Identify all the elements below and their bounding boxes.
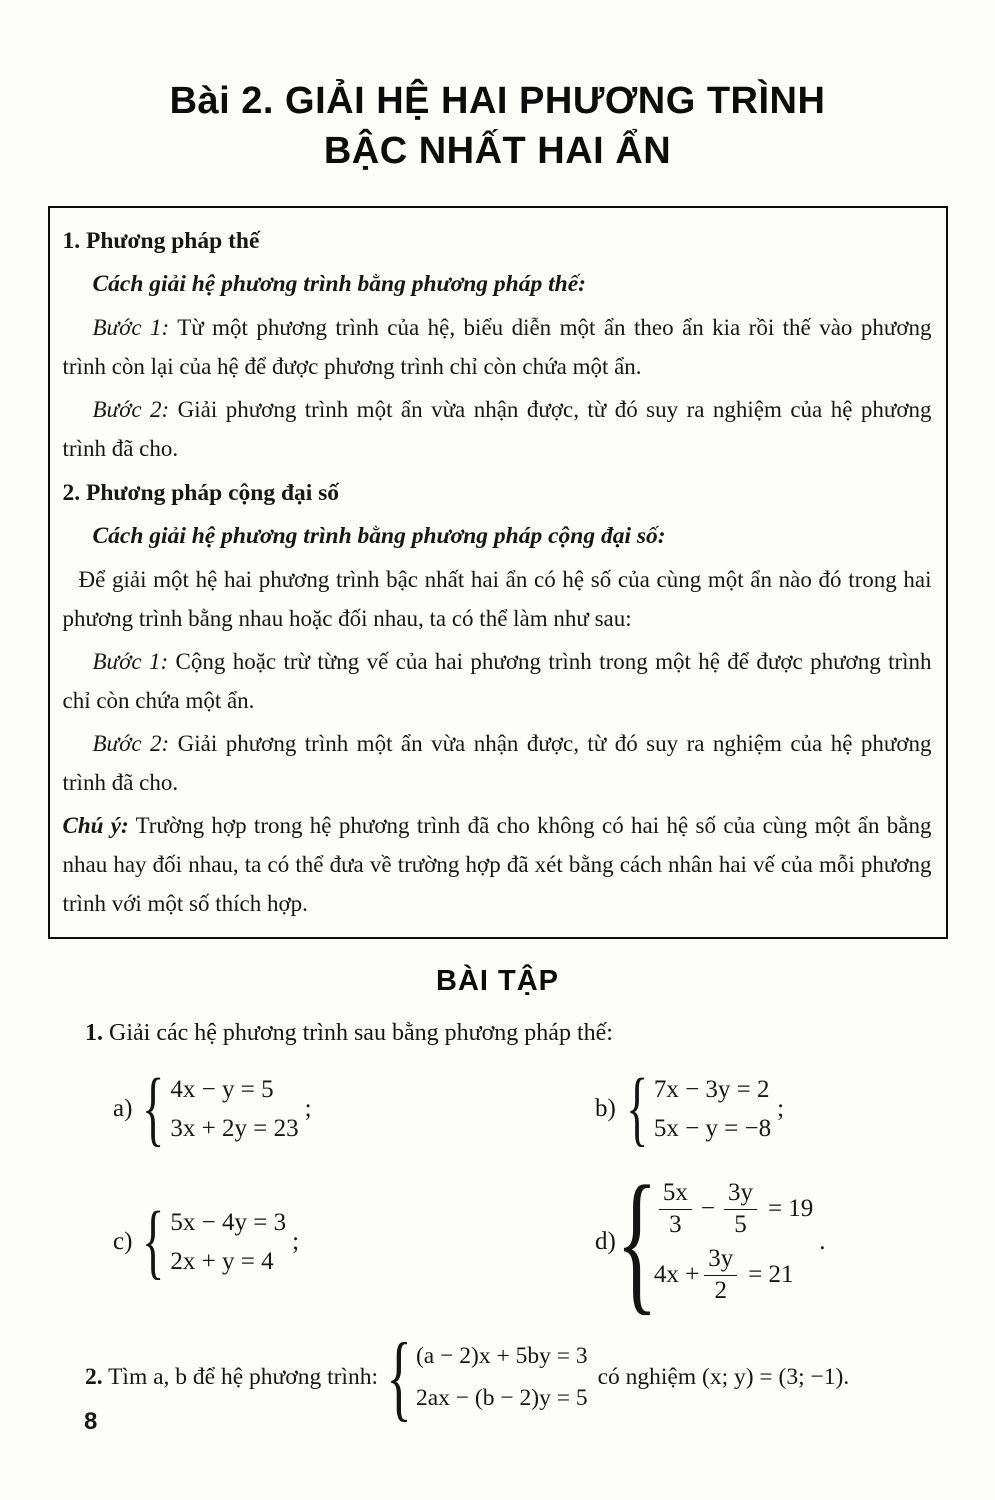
fraction bbox=[724, 1179, 757, 1240]
system-b bbox=[595, 1062, 785, 1156]
equation-lhs: 4x + bbox=[653, 1261, 700, 1289]
system-d-label: d) bbox=[595, 1228, 616, 1256]
section2-subheading: Cách giải hệ phương trình bằng phương pháp cộng đại số: bbox=[92, 523, 666, 550]
section1-subheading: Cách giải hệ phương trình bằng phương pháp thế: bbox=[92, 271, 586, 298]
system-d-column bbox=[595, 1154, 826, 1330]
problem1-number: 1. bbox=[85, 1020, 103, 1047]
page-title bbox=[0, 76, 995, 176]
fraction-numerator: 3y bbox=[724, 1179, 757, 1210]
equation-with-fractions bbox=[654, 1242, 813, 1308]
system-c bbox=[113, 1195, 300, 1289]
system-d-equations bbox=[654, 1176, 813, 1308]
step2-text: Giải phương trình một ẩn vừa nhận được, từ đó suy ra nghiệm của hệ phương trình đã cho. bbox=[62, 731, 932, 796]
minus-operator: − bbox=[700, 1195, 715, 1223]
problem1-lead bbox=[85, 1020, 995, 1047]
curly-brace-icon bbox=[142, 1062, 165, 1156]
curly-brace-glyph: { bbox=[625, 1062, 648, 1156]
fraction-numerator: 3y bbox=[704, 1245, 737, 1276]
section2-heading: 2. Phương pháp cộng đại số bbox=[62, 480, 340, 507]
problem1-text: Giải các hệ phương trình sau bằng phương pháp thế: bbox=[109, 1020, 613, 1047]
fraction-denominator: 2 bbox=[714, 1276, 727, 1304]
problem2-system bbox=[386, 1323, 588, 1431]
system-b-equations bbox=[654, 1070, 771, 1148]
page-title-line-1: Bài 2. GIẢI HỆ HAI PHƯƠNG TRÌNH bbox=[169, 80, 826, 122]
section1-step1 bbox=[63, 308, 932, 386]
curly-brace-glyph: { bbox=[142, 1195, 165, 1289]
system-b-label: b) bbox=[595, 1095, 616, 1123]
section2-intro: Để giải một hệ hai phương trình bậc nhất hai ẩn có hệ số của cùng một ẩn nào đó trong hai phương trình bằng nhau hoặc đối nhau, ta có thể làm như sau: bbox=[62, 567, 932, 632]
equation: 4x − y = 5 bbox=[170, 1075, 274, 1103]
system-d-punctuation: . bbox=[819, 1228, 826, 1256]
system-a-column bbox=[113, 1062, 595, 1156]
curly-brace-glyph: { bbox=[142, 1062, 165, 1156]
equation: 2x + y = 4 bbox=[170, 1247, 274, 1275]
page-title-line-2: BẬC NHẤT HAI ẨN bbox=[323, 130, 672, 173]
exercises-heading: BÀI TẬP bbox=[436, 965, 559, 998]
problem2-text: Tìm a, b để hệ phương trình: bbox=[102, 1363, 378, 1390]
fraction-denominator: 3 bbox=[669, 1210, 682, 1238]
curly-brace-icon bbox=[625, 1062, 648, 1156]
equation: 5x − 4y = 3 bbox=[170, 1208, 287, 1236]
note-paragraph bbox=[63, 806, 932, 923]
problem2-lead bbox=[85, 1364, 378, 1391]
note-label: Chú ý: bbox=[62, 813, 129, 839]
step1-label: Bước 1: bbox=[92, 315, 170, 341]
equation-with-fractions bbox=[654, 1176, 813, 1242]
problem2-equations bbox=[416, 1335, 588, 1419]
curly-brace-glyph: { bbox=[386, 1323, 412, 1431]
systems-row-2 bbox=[113, 1154, 995, 1330]
curly-brace-icon bbox=[142, 1195, 165, 1289]
fraction bbox=[659, 1179, 692, 1240]
step1-text: Từ một phương trình của hệ, biểu diễn một ẩn theo ẩn kia rồi thế vào phương trình còn lại của hệ để được phương trình chỉ còn chứa một ẩn. bbox=[62, 315, 932, 380]
system-a-equations bbox=[170, 1070, 298, 1148]
curly-brace-icon bbox=[615, 1154, 658, 1330]
system-a bbox=[113, 1062, 312, 1156]
system-c-column bbox=[113, 1195, 595, 1289]
section1-heading: 1. Phương pháp thế bbox=[62, 228, 260, 255]
system-d bbox=[595, 1154, 826, 1330]
step1-label: Bước 1: bbox=[92, 649, 169, 675]
section2-step1 bbox=[63, 642, 932, 720]
system-b-column bbox=[595, 1062, 785, 1156]
equation: 5x − y = −8 bbox=[653, 1114, 772, 1142]
system-c-label: c) bbox=[113, 1228, 133, 1256]
note-text: Trường hợp trong hệ phương trình đã cho không có hai hệ số của cùng một ẩn bằng nhau hay đối nhau, ta có thể đưa về trường hợp đã xét bằng cách nhân hai vế của mỗi phương trình với một số thích hợp. bbox=[62, 813, 932, 917]
problem2 bbox=[85, 1323, 995, 1431]
step1-text: Cộng hoặc trừ từng vế của hai phương trình trong một hệ để được phương trình chỉ còn chứa một ẩn. bbox=[62, 649, 932, 714]
problem2-conclusion: có nghiệm (x; y) = (3; −1). bbox=[597, 1363, 850, 1390]
systems-row-1 bbox=[113, 1061, 995, 1157]
problem2-number: 2. bbox=[85, 1363, 103, 1390]
equation-rhs: = 21 bbox=[748, 1261, 794, 1289]
curly-brace-icon bbox=[386, 1323, 412, 1431]
system-a-label: a) bbox=[113, 1095, 133, 1123]
equation: 3x + 2y = 23 bbox=[170, 1114, 299, 1142]
theory-box bbox=[48, 206, 948, 939]
fraction-denominator: 5 bbox=[734, 1210, 747, 1238]
page-number: 8 bbox=[84, 1408, 98, 1435]
fraction-numerator: 5x bbox=[659, 1179, 692, 1210]
system-a-punctuation: ; bbox=[304, 1095, 312, 1123]
system-b-punctuation: ; bbox=[777, 1095, 785, 1123]
system-c-punctuation: ; bbox=[292, 1228, 300, 1256]
section1-step2 bbox=[63, 390, 932, 468]
equation: 2ax − (b − 2)y = 5 bbox=[415, 1384, 588, 1411]
section2-step2 bbox=[63, 724, 932, 802]
step2-label: Bước 2: bbox=[92, 731, 170, 757]
step2-label: Bước 2: bbox=[92, 397, 170, 423]
equation: 7x − 3y = 2 bbox=[653, 1075, 770, 1103]
equation: (a − 2)x + 5by = 3 bbox=[415, 1342, 588, 1369]
system-c-equations bbox=[170, 1203, 286, 1281]
curly-brace-glyph: { bbox=[615, 1154, 658, 1330]
step2-text: Giải phương trình một ẩn vừa nhận được, từ đó suy ra nghiệm của hệ phương trình đã cho. bbox=[62, 397, 932, 462]
equation-rhs: = 19 bbox=[767, 1195, 814, 1223]
fraction bbox=[704, 1245, 737, 1306]
